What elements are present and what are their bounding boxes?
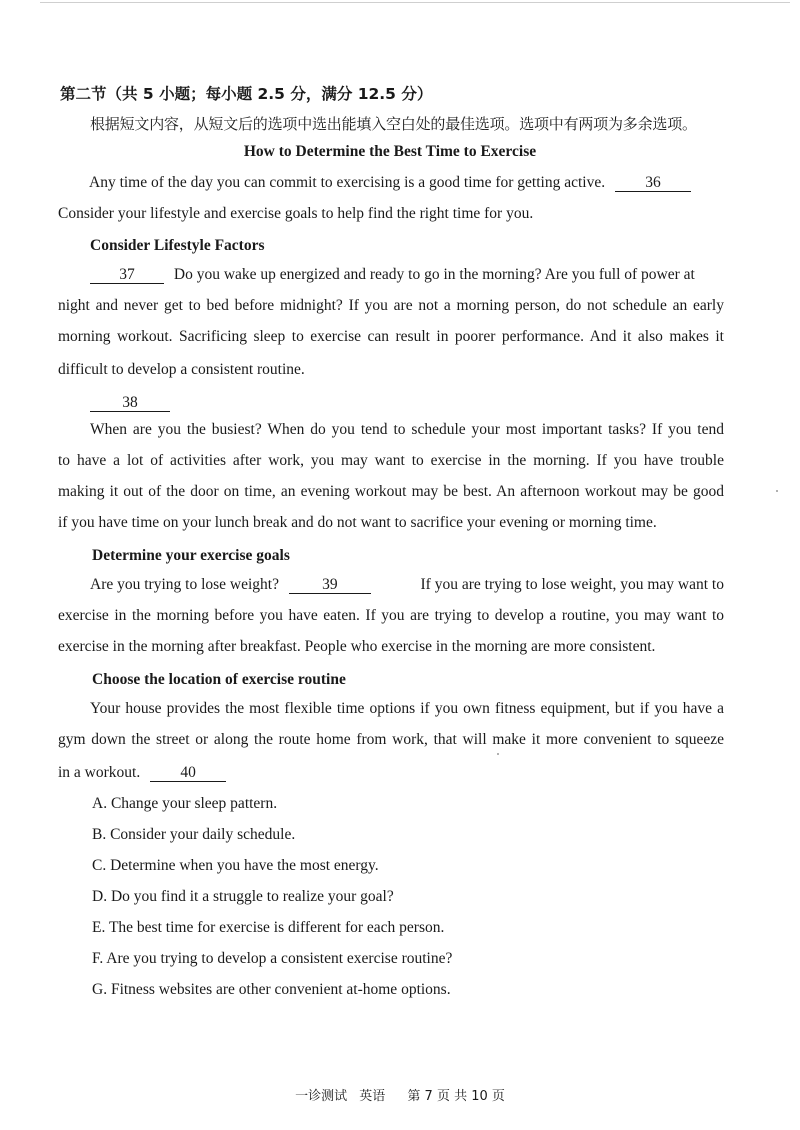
footer-page: 第 7 页 共 10 页 xyxy=(407,1089,505,1104)
option-text: Determine when you have the most energy. xyxy=(110,857,379,874)
p3-start-text: Are you trying to lose weight? xyxy=(90,576,279,593)
option-text: Do you find it a struggle to realize your goal? xyxy=(110,888,394,905)
option-letter: D. xyxy=(92,888,108,905)
footer-exam: 一诊测试 xyxy=(295,1089,348,1104)
p2-line-4: if you have time on your lunch break and do not want to sacrifice your evening or morning time. xyxy=(58,514,657,531)
p4-line-3-text: in a workout. xyxy=(58,764,141,781)
option-text: Fitness websites are other convenient at-home options. xyxy=(110,981,451,998)
option-letter: E. xyxy=(92,919,106,936)
p1-line-4: difficult to develop a consistent routine. xyxy=(58,361,305,378)
intro-text: Any time of the day you can commit to exercising is a good time for getting active. xyxy=(89,174,606,191)
blank-39: 39 xyxy=(289,576,371,594)
option-text: Are you trying to develop a consistent exercise routine? xyxy=(106,950,453,967)
section-instruction: 根据短文内容，从短文后的选项中选出能填入空白处的最佳选项。选项中有两项为多余选项。 xyxy=(90,115,697,133)
p3-line-1 xyxy=(90,575,724,595)
p2-line-1: When are you the busiest? When do you tend to schedule your most important tasks? If you tend xyxy=(90,421,724,438)
blank-38-line xyxy=(90,393,170,413)
option-c xyxy=(92,856,379,876)
p1-line-2: night and never get to bed before midnight? If you are not a morning person, do not schedule an early xyxy=(58,297,724,314)
footer-subject: 英语 xyxy=(359,1089,386,1104)
top-rule xyxy=(40,2,790,3)
intro-line-1 xyxy=(89,173,691,193)
article-title: How to Determine the Best Time to Exercise xyxy=(243,143,537,160)
heading-lifestyle: Consider Lifestyle Factors xyxy=(90,237,265,254)
option-g xyxy=(92,980,451,1000)
blank-40: 40 xyxy=(150,764,226,782)
option-letter: F. xyxy=(92,950,104,967)
p4-line-3 xyxy=(58,763,226,783)
blank-38: 38 xyxy=(90,394,170,412)
option-letter: B. xyxy=(92,826,107,843)
option-b xyxy=(92,825,295,845)
intro-line-2: Consider your lifestyle and exercise goals to help find the right time for you. xyxy=(58,205,534,222)
page-footer xyxy=(0,1085,800,1104)
p3-line-2: exercise in the morning before you have eaten. If you are trying to develop a routine, you may want to xyxy=(58,607,724,624)
p1-line-3: morning workout. Sacrificing sleep to exercise can result in poorer performance. And it also makes it xyxy=(58,328,724,345)
option-letter: A. xyxy=(92,795,108,812)
option-a xyxy=(92,794,277,814)
p4-line-2: gym down the street or along the route home from work, that will make it more convenient to squeeze xyxy=(58,731,724,748)
scan-speck xyxy=(776,490,778,492)
blank-36: 36 xyxy=(615,174,691,192)
p2-line-3: making it out of the door on time, an evening workout may be best. An afternoon workout may be good xyxy=(58,483,724,500)
scan-speck xyxy=(497,753,499,755)
section-title: 第二节（共 5 小题；每小题 2.5 分，满分 12.5 分） xyxy=(60,85,433,103)
option-text: Change your sleep pattern. xyxy=(110,795,278,812)
blank-37: 37 xyxy=(90,266,164,284)
p2-line-2: to have a lot of activities after work, you may want to exercise in the morning. If you have trouble xyxy=(58,452,724,469)
heading-goals: Determine your exercise goals xyxy=(92,547,290,564)
p1-line-1 xyxy=(90,265,724,285)
p3-line-1-end: If you are trying to lose weight, you may want to xyxy=(420,576,724,593)
p3-line-3: exercise in the morning after breakfast. People who exercise in the morning are more consistent. xyxy=(58,638,656,655)
option-f xyxy=(92,949,452,969)
option-letter: C. xyxy=(92,857,107,874)
option-text: Consider your daily schedule. xyxy=(110,826,296,843)
option-letter: G. xyxy=(92,981,108,998)
p4-line-1: Your house provides the most flexible time options if you own fitness equipment, but if you have a xyxy=(90,700,724,717)
p1-line-1-text: Do you wake up energized and ready to go in the morning? Are you full of power at xyxy=(173,266,695,283)
option-e xyxy=(92,918,444,938)
option-text: The best time for exercise is different for each person. xyxy=(108,919,445,936)
option-d xyxy=(92,887,394,907)
heading-location: Choose the location of exercise routine xyxy=(92,671,346,688)
